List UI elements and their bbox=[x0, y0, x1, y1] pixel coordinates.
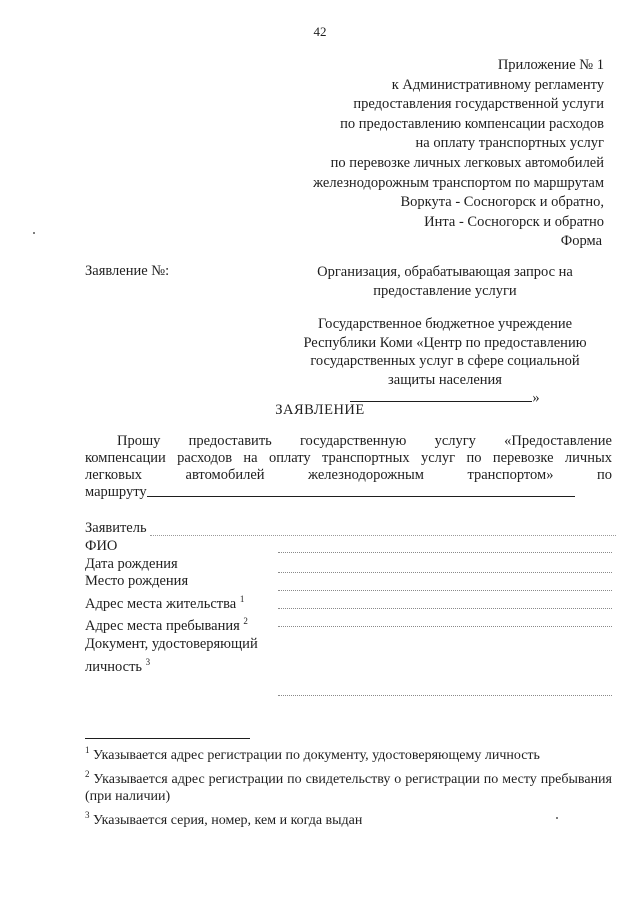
word: «Предоставление bbox=[504, 433, 612, 449]
footnote-text: Указывается адрес регистрации по свидетельству о регистрации по месту пребывания (при наличии) bbox=[85, 772, 612, 804]
footnote-ref: 3 bbox=[145, 656, 151, 667]
footnote bbox=[85, 807, 612, 829]
word: по bbox=[596, 467, 612, 483]
organization-heading-line: Организация, обрабатывающая запрос на bbox=[317, 264, 573, 280]
applicant-fields bbox=[85, 538, 285, 676]
organization-name-line: Республики Коми «Центр по предоставлению bbox=[303, 334, 587, 351]
word: легковых bbox=[85, 467, 143, 483]
request-line bbox=[85, 484, 612, 501]
route-label: маршруту bbox=[85, 484, 147, 500]
word: на bbox=[243, 450, 258, 466]
word: Прошу bbox=[117, 433, 161, 449]
request-paragraph bbox=[85, 433, 612, 501]
organization-name-suffix: » bbox=[532, 390, 540, 406]
birth-date-field[interactable] bbox=[278, 572, 612, 573]
route-field[interactable] bbox=[147, 484, 575, 497]
stay-address-text: Адрес места пребывания bbox=[85, 618, 240, 635]
word: услуг bbox=[420, 450, 456, 466]
footnote bbox=[85, 766, 612, 805]
birth-place-field[interactable] bbox=[278, 590, 612, 591]
word: расходов bbox=[177, 450, 233, 466]
scan-speck bbox=[33, 232, 35, 234]
footnote-separator bbox=[85, 738, 250, 739]
word: железнодорожным bbox=[308, 467, 424, 483]
word: автомобилей bbox=[185, 467, 265, 483]
appendix-line: на оплату транспортных услуг bbox=[415, 135, 604, 152]
fio-field[interactable] bbox=[278, 552, 612, 553]
word: по bbox=[466, 450, 482, 466]
fio-label: ФИО bbox=[85, 538, 118, 554]
footnote-number: 2 bbox=[85, 769, 90, 779]
word: услугу bbox=[434, 433, 476, 449]
request-line bbox=[85, 450, 612, 467]
organization-heading bbox=[300, 263, 590, 301]
appendix-line: по предоставлению компенсации расходов bbox=[340, 115, 604, 132]
footnote-text: Указывается серия, номер, кем и когда выдан bbox=[93, 813, 363, 828]
request-line bbox=[85, 467, 612, 484]
scan-speck bbox=[556, 817, 558, 819]
residence-address-text: Адрес места жительства bbox=[85, 595, 237, 612]
appendix-line: Воркута - Сосногорск и обратно, bbox=[400, 194, 604, 211]
word: транспортом» bbox=[467, 467, 554, 483]
residence-address-field[interactable] bbox=[278, 608, 612, 609]
id-document-text: личность bbox=[85, 658, 143, 675]
appendix-line: Инта - Сосногорск и обратно bbox=[424, 213, 604, 230]
applicant-field-line[interactable] bbox=[150, 535, 616, 536]
appendix-header bbox=[313, 56, 604, 232]
form-label: Форма bbox=[560, 233, 602, 249]
organization-name-prefix: защиты населения bbox=[388, 371, 502, 388]
footnotes bbox=[85, 742, 612, 831]
id-document-field[interactable] bbox=[278, 695, 612, 696]
footnote-ref: 1 bbox=[239, 593, 245, 604]
organization-name-line: Государственное бюджетное учреждение bbox=[317, 316, 573, 332]
footnote-ref: 2 bbox=[243, 616, 248, 627]
word: транспортных bbox=[322, 450, 410, 466]
organization-name bbox=[300, 315, 590, 408]
birth-date-label: Дата рождения bbox=[85, 555, 178, 572]
appendix-line: к Административному регламенту bbox=[391, 76, 604, 93]
organization-name-line: государственных услуг в сфере социальной bbox=[310, 353, 580, 369]
birth-place-label: Место рождения bbox=[85, 573, 189, 590]
id-document-label-line2 bbox=[85, 654, 285, 677]
footnote-number: 3 bbox=[85, 810, 90, 820]
residence-address-label bbox=[85, 591, 285, 614]
document-title: ЗАЯВЛЕНИЕ bbox=[275, 402, 365, 418]
stay-address-field[interactable] bbox=[278, 626, 612, 627]
word: компенсации bbox=[85, 450, 166, 466]
word: перевозке bbox=[492, 450, 554, 466]
organization-heading-line: предоставление услуги bbox=[373, 283, 517, 299]
organization-blank-field[interactable] bbox=[350, 389, 532, 402]
appendix-line: Приложение № 1 bbox=[497, 57, 604, 73]
request-line bbox=[85, 433, 612, 450]
appendix-line: предоставления государственной услуги bbox=[353, 96, 604, 113]
footnote-number: 1 bbox=[85, 745, 90, 755]
word: оплату bbox=[268, 450, 311, 466]
word: государственную bbox=[299, 433, 407, 449]
word: предоставить bbox=[188, 433, 272, 449]
footnote-text: Указывается адрес регистрации по документу, удостоверяющему личность bbox=[93, 748, 540, 763]
footnote bbox=[85, 742, 612, 764]
stay-address-label bbox=[85, 613, 285, 636]
word: личных bbox=[564, 450, 612, 466]
id-document-label-line1: Документ, удостоверяющий bbox=[85, 635, 258, 652]
application-number-label: Заявление №: bbox=[85, 263, 170, 279]
appendix-line: железнодорожным транспортом по маршрутам bbox=[313, 174, 604, 191]
appendix-line: по перевозке личных легковых автомобилей bbox=[330, 154, 604, 171]
applicant-label: Заявитель bbox=[85, 520, 147, 536]
page-number: 42 bbox=[313, 24, 327, 39]
